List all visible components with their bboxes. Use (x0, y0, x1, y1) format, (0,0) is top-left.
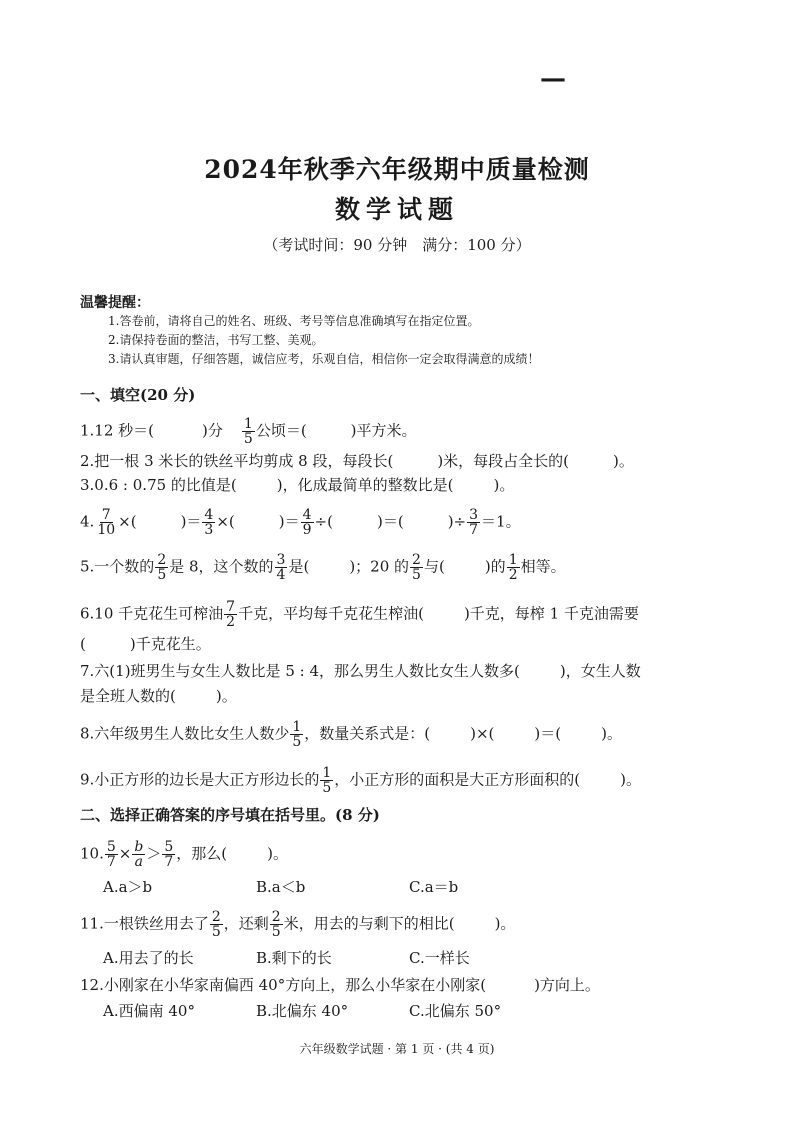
section-title: 二、选择正确答案的序号填在括号里。(8 分) (80, 806, 380, 824)
tips-title: 温馨提醒： (80, 295, 150, 311)
fraction: $\frac{3}{4}$ (276, 552, 286, 583)
option-c[interactable]: C.北偏东 50° (409, 1002, 502, 1020)
question-2: 2.把一根 3 米长的铁丝平均剪成 8 段，每段长( )米，每段占全长的( )。 (80, 452, 634, 470)
option-a[interactable]: A.a＞b (103, 878, 153, 896)
section-title: 一、填空(20 分) (80, 386, 196, 404)
exam-info: （考试时间：90 分钟 满分：100 分） (263, 236, 531, 254)
fraction: $\frac{7}{10}$ (97, 507, 116, 538)
fraction: $\frac{1}{5}$ (322, 765, 332, 796)
question-11: 11.一根铁丝用去了 $\frac{2}{5}$ ，还剩 $\frac{2}{5}$ 米，用去的与剩下的相比( )。 (80, 909, 516, 940)
fraction: $\frac{1}{5}$ (243, 416, 253, 447)
fraction: $\frac{2}{5}$ (412, 552, 421, 583)
option-b[interactable]: B.北偏东 40° (256, 1002, 349, 1020)
question-5: 5.一个数的 $\frac{2}{5}$ 是 8，这个数的 $\frac{3}{4}$ 是( )；20 的 $\frac{2}{5}$ 与( )的 $\frac{1}{2}$ 相等。 (80, 552, 566, 583)
fraction: $\frac{b}{a}$ (134, 839, 144, 870)
page-mark: — (540, 64, 566, 94)
fraction: $\frac{4}{3}$ (204, 507, 214, 538)
fraction: $\frac{5}{7}$ (164, 839, 174, 870)
option-c[interactable]: C.一样长 (409, 949, 470, 967)
question-4: 4. $\frac{7}{10}$ ×( )＝ $\frac{4}{3}$ ×( )＝ $\frac{4}{9}$ ÷( )＝( )÷ $\frac{3}{7}$ ＝1。 (80, 507, 521, 538)
fraction: $\frac{7}{2}$ (226, 599, 236, 630)
question-3: 3.0.6 : 0.75 的比值是( )，化成最简单的整数比是( )。 (80, 476, 515, 494)
fraction: $\frac{1}{5}$ (292, 719, 302, 750)
option-b[interactable]: B.剩下的长 (256, 949, 332, 967)
question-1: 1.12 秒＝( )分 $\frac{1}{5}$ 公顷＝( )平方米。 (80, 416, 417, 447)
question-6: 6.10 千克花生可榨油 $\frac{7}{2}$ 千克，平均每千克花生榨油( )千克，每榨 1 千克油需要 (80, 599, 639, 630)
option-c[interactable]: C.a＝b (409, 878, 459, 896)
tip-item: 2.请保持卷面的整洁，书写工整、美观。 (108, 333, 324, 347)
question-10: 10. $\frac{5}{7}$ × $\frac{b}{a}$ ＞ $\frac{5}{7}$ ，那么( )。 (80, 839, 288, 870)
fraction: $\frac{5}{7}$ (106, 839, 116, 870)
fraction: $\frac{4}{9}$ (302, 507, 312, 538)
exam-subtitle: 数学试题 (334, 195, 459, 224)
question-8: 8.六年级男生人数比女生人数少 $\frac{1}{5}$ ，数量关系式是：( )×( )＝( )。 (80, 719, 622, 750)
question-12: 12.小刚家在小华家南偏西 40°方向上，那么小华家在小刚家( )方向上。 (80, 976, 600, 994)
question-7: 7.六(1)班男生与女生人数比是 5 : 4，那么男生人数比女生人数多( )，女生人数 (80, 662, 641, 680)
option-a[interactable]: A.用去了的长 (103, 949, 194, 967)
question-9: 9.小正方形的边长是大正方形边长的 $\frac{1}{5}$ ，小正方形的面积是大正方形面积的( )。 (80, 765, 641, 796)
exam-title: 2024年秋季六年级期中质量检测 (204, 155, 590, 184)
tip-item: 3.请认真审题，仔细答题，诚信应考，乐观自信，相信你一定会取得满意的成绩！ (108, 352, 540, 366)
question-7-line2: 是全班人数的( )。 (80, 687, 237, 705)
option-a[interactable]: A.西偏南 40° (103, 1002, 195, 1020)
fraction: $\frac{1}{2}$ (508, 552, 518, 583)
fraction: $\frac{2}{5}$ (271, 909, 281, 940)
fraction: $\frac{2}{5}$ (211, 909, 221, 940)
tip-item: 1.答卷前，请将自己的姓名、班级、考号等信息准确填写在指定位置。 (108, 314, 480, 328)
option-b[interactable]: B.a＜b (256, 878, 306, 896)
page-footer: 六年级数学试题 · 第 1 页 · (共 4 页) (299, 1042, 495, 1056)
fraction: $\frac{2}{5}$ (157, 552, 167, 583)
question-6-line2: ( )千克花生。 (80, 635, 211, 653)
fraction: $\frac{3}{7}$ (469, 507, 479, 538)
